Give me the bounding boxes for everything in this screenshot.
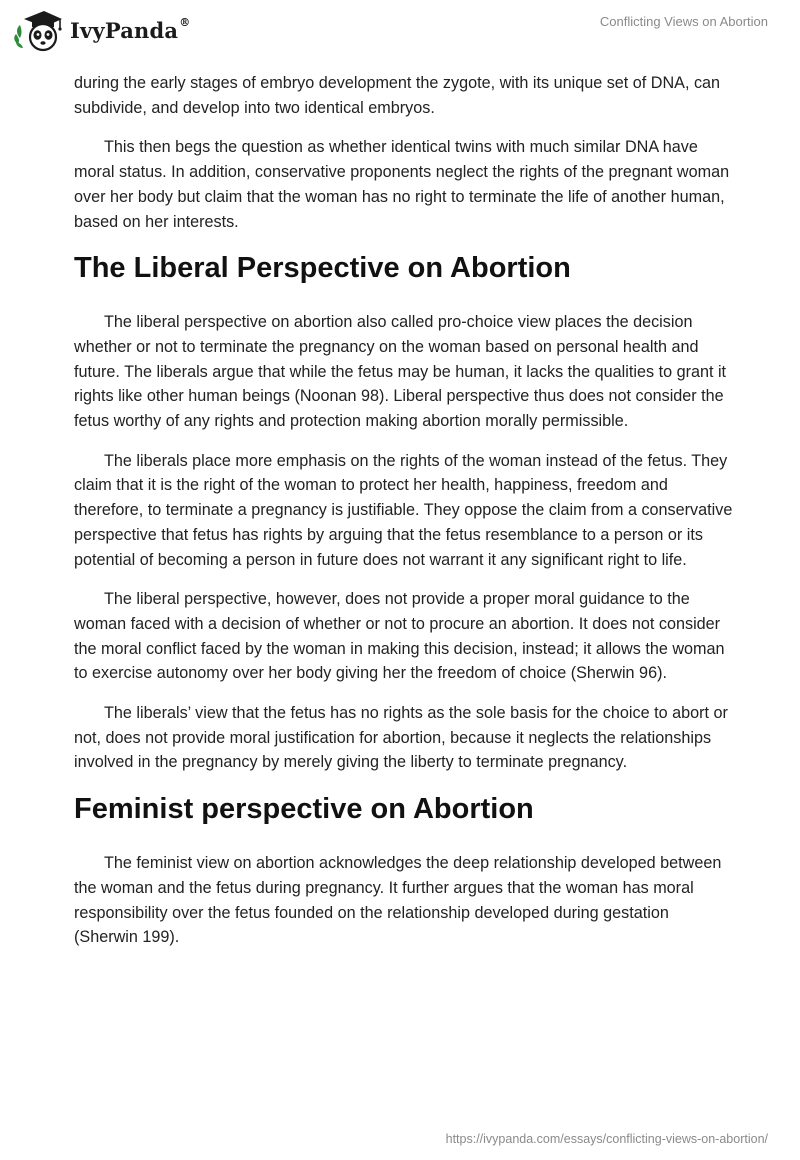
essay-content bbox=[74, 71, 734, 965]
panda-logo-icon bbox=[14, 8, 64, 52]
source-url[interactable]: https://ivypanda.com/essays/conflicting-views-on-abortion/ bbox=[445, 1132, 768, 1146]
section-heading-feminist: Feminist perspective on Abortion bbox=[74, 793, 534, 826]
document-title: Conflicting Views on Abortion bbox=[599, 14, 768, 29]
ivypanda-logo[interactable] bbox=[14, 8, 190, 52]
paragraph: The liberal perspective, however, does not provide a proper moral guidance to the woman faced with a decision of whether or not to procure an abortion. It does not consider the moral conflict faced by the woman in making this decision, instead; it allows the woman to exercise autonomy over her body giving her the freedom of choice (Sherwin 96). bbox=[74, 590, 725, 683]
paragraph: The liberal perspective on abortion also called pro-choice view places the decision whether or not to terminate the pregnancy on the woman based on personal health and future. The liberals argue that while the fetus may be human, it lacks the qualities to grant it rights like other human beings (Noonan 98). Liberal perspective thus does not consider the fetus worthy of any rights and protection making abortion morally permissible. bbox=[74, 313, 727, 431]
paragraph: The liberals’ view that the fetus has no rights as the sole basis for the choice to abort or not, does not provide moral justification for abortion, because it neglects the relationships involved in the pregnancy by merely giving the liberty to terminate pregnancy. bbox=[74, 704, 728, 772]
section-heading-liberal: The Liberal Perspective on Abortion bbox=[74, 252, 571, 285]
paragraph-continued: during the early stages of embryo development the zygote, with its unique set of DNA, can subdivide, and develop into two identical embryos. bbox=[74, 74, 721, 117]
paragraph: The feminist view on abortion acknowledges the deep relationship developed between the woman and the fetus during pregnancy. It further argues that the woman has moral responsibility over the fetus founded on the relationship developed during gestation (Sherwin 199). bbox=[74, 854, 722, 947]
page-header bbox=[0, 0, 800, 60]
paragraph: The liberals place more emphasis on the rights of the woman instead of the fetus. They claim that it is the right of the woman to protect her health, happiness, freedom and therefore, to terminate a pregnancy is justifiable. They oppose the claim from a conservative perspective that fetus has rights by arguing that the fetus resemblance to a person or its potential of becoming a person in future does not warrant it any significant right to life. bbox=[74, 451, 733, 569]
brand-name: IvyPanda® bbox=[70, 15, 191, 43]
paragraph: This then begs the question as whether identical twins with much similar DNA have moral status. In addition, conservative proponents neglect the rights of the pregnant woman over her body but claim that the woman has no right to terminate the life of another human, based on her interests. bbox=[74, 138, 730, 231]
